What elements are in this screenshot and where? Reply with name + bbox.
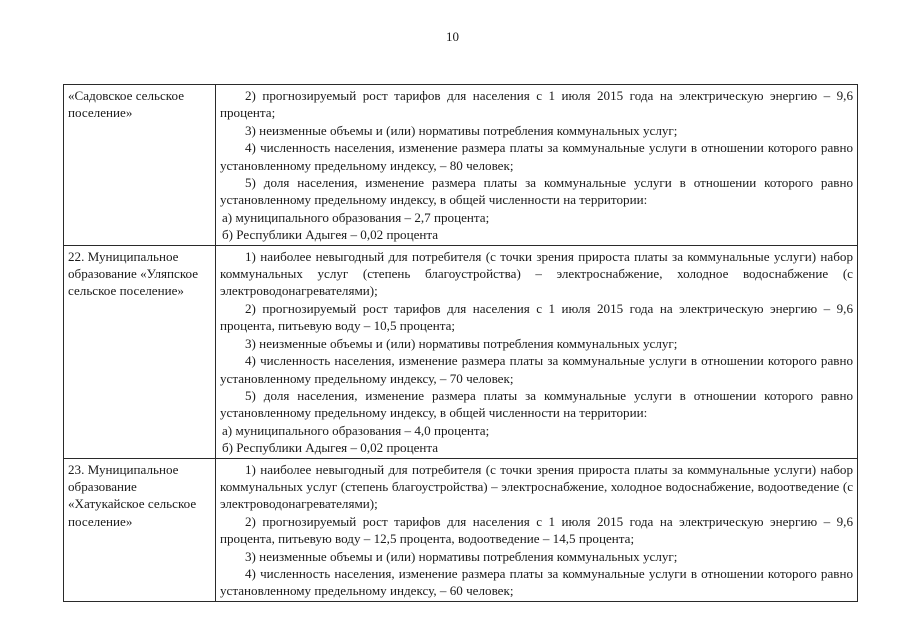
indicator-list: [216, 245, 858, 458]
list-item: б) Республики Адыгея – 0,02 процента: [222, 227, 439, 243]
municipal-index-table: [63, 84, 858, 602]
list-item: 2) прогнозируемый рост тарифов для населения с 1 июля 2015 года на электрическую энергию – 9,6 процента, питьевую воду – 12,5 процента, водоотведение – 14,5 процента;: [220, 513, 853, 547]
list-item: а) муниципального образования – 2,7 процента;: [222, 209, 490, 225]
indicator-list: [216, 85, 858, 246]
municipality-name: «Садовское сельское поселение»: [64, 85, 216, 246]
list-item: 1) наиболее невыгодный для потребителя (с точки зрения прироста платы за коммунальные услуги) набор коммунальных услуг (степень благоустройства) – электроснабжение, холодное водоснабжение, водоотведение (с электроводонагревателями);: [220, 461, 853, 512]
list-item: 1) наиболее невыгодный для потребителя (с точки зрения прироста платы за коммунальные услуги) набор коммунальных услуг (степень благоустройства) – электроснабжение, холодное водоснабжение (с электроводонагревателями);: [220, 248, 853, 299]
municipality-name: 22. Муниципальное образование «Уляпское сельское поселение»: [64, 245, 216, 458]
municipality-name: 23. Муниципальное образование «Хатукайское сельское поселение»: [64, 458, 216, 601]
list-item: 3) неизменные объемы и (или) нормативы потребления коммунальных услуг;: [245, 548, 678, 564]
list-item: 3) неизменные объемы и (или) нормативы потребления коммунальных услуг;: [245, 122, 678, 138]
list-item: 4) численность населения, изменение размера платы за коммунальные услуги в отношении которого равно установленному предельному индексу, – 60 человек;: [220, 565, 853, 599]
list-item: 2) прогнозируемый рост тарифов для населения с 1 июля 2015 года на электрическую энергию – 9,6 процента, питьевую воду – 10,5 процента;: [220, 300, 853, 334]
indicator-list: [216, 458, 858, 601]
list-item: 4) численность населения, изменение размера платы за коммунальные услуги в отношении которого равно установленному предельному индексу, – 80 человек;: [220, 140, 853, 173]
list-item: 5) доля населения, изменение размера платы за коммунальные услуги в отношении которого равно установленному предельному индексу, в общей численности на территории:: [220, 175, 853, 208]
list-item: 5) доля населения, изменение размера платы за коммунальные услуги в отношении которого равно установленному предельному индексу, в общей численности на территории:: [220, 387, 853, 421]
table-row: [64, 85, 858, 246]
list-item: 2) прогнозируемый рост тарифов для населения с 1 июля 2015 года на электрическую энергию – 9,6 процента;: [220, 88, 853, 121]
list-item: б) Республики Адыгея – 0,02 процента: [222, 440, 439, 456]
list-item: 3) неизменные объемы и (или) нормативы потребления коммунальных услуг;: [245, 335, 678, 351]
page-number: 10: [446, 29, 459, 44]
list-item: а) муниципального образования – 4,0 процента;: [222, 422, 490, 438]
table-row: [64, 458, 858, 601]
list-item: 4) численность населения, изменение размера платы за коммунальные услуги в отношении которого равно установленному предельному индексу, – 70 человек;: [220, 353, 853, 386]
table-row: [64, 245, 858, 458]
